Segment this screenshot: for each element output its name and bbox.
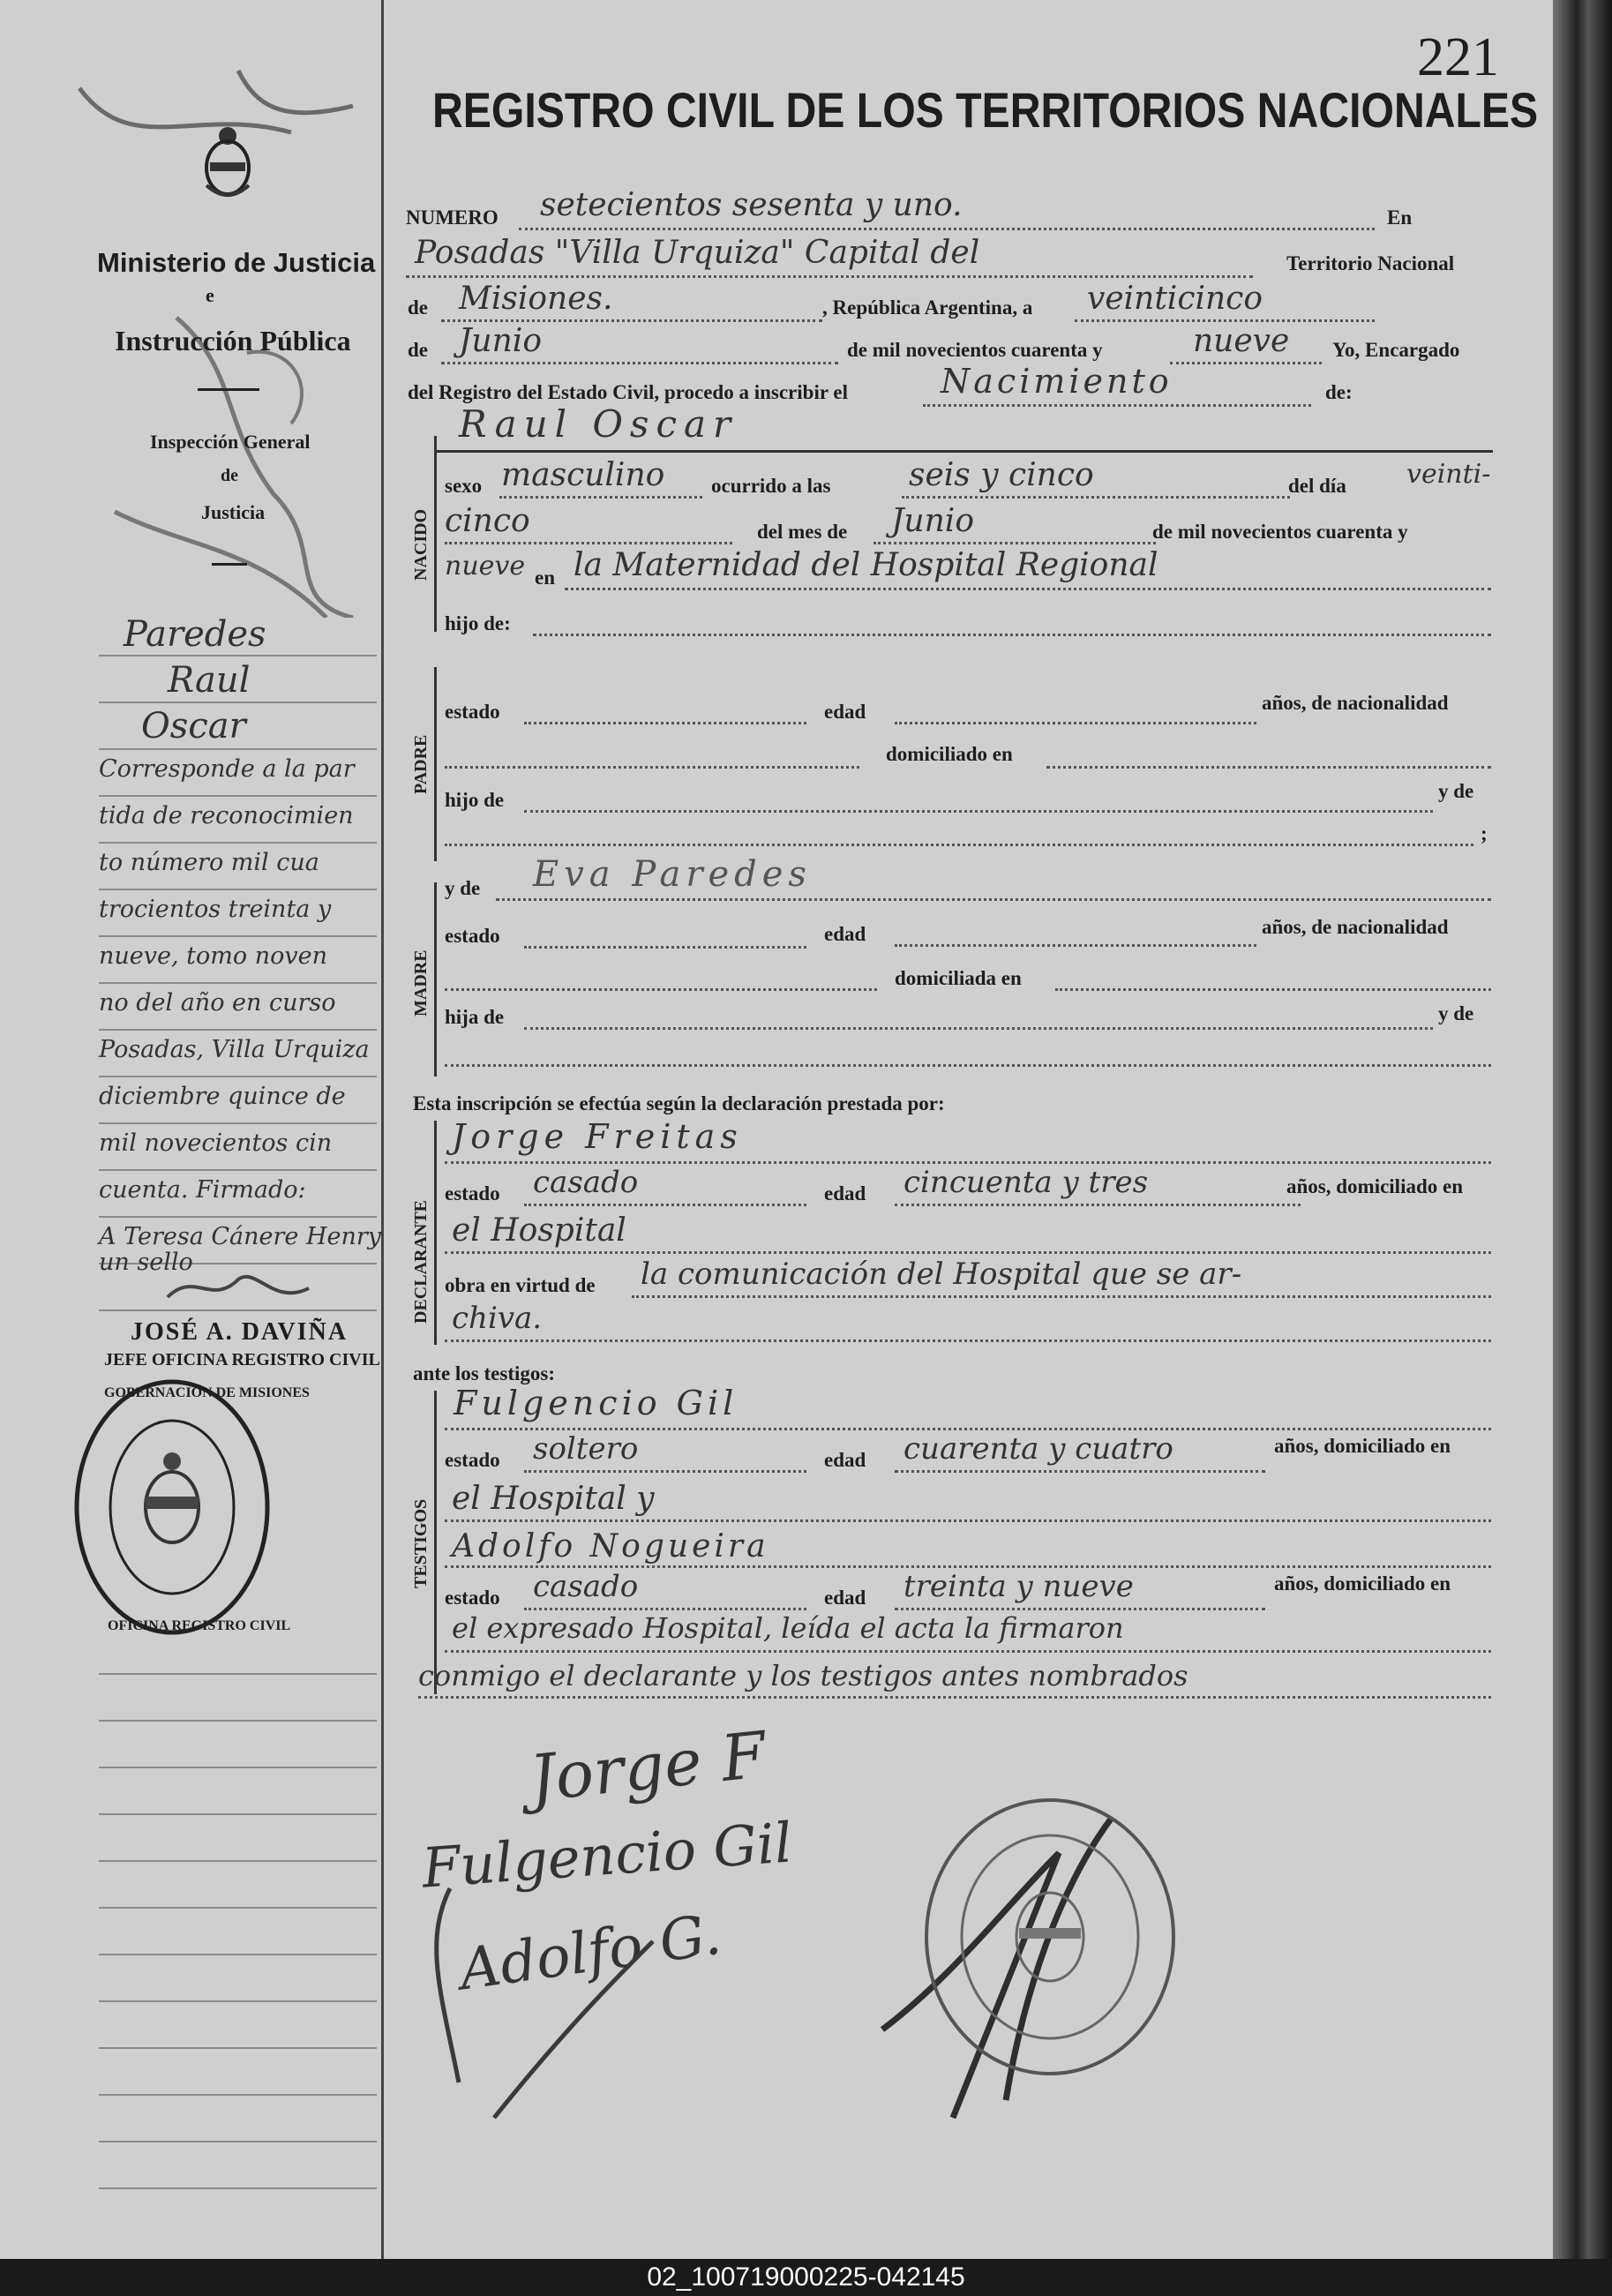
margin-note-line: Raul — [168, 660, 251, 701]
nacido-mes-value: Junio — [891, 503, 974, 539]
republica-label: , República Argentina, a — [822, 296, 1033, 319]
section-padre: PADRE — [411, 734, 431, 794]
de2-label: de — [408, 339, 428, 361]
en-label: En — [1387, 206, 1413, 229]
signatory-name: JOSÉ A. DAVIÑA — [131, 1318, 349, 1346]
padre-domiciliado-label: domiciliado en — [886, 743, 1013, 765]
margin-note-line: A Teresa Cánere Henry — [99, 1223, 382, 1250]
testigo2-nombre: Adolfo Nogueira — [452, 1528, 769, 1564]
hora-value: seis y cinco — [909, 457, 1094, 493]
obra-value2: chiva. — [452, 1301, 543, 1336]
testigos-label: ante los testigos: — [413, 1362, 555, 1384]
stamp-outer-text: GOBERNACIÓN DE MISIONES — [104, 1385, 310, 1400]
testigo2-domicilio-label: años, domiciliado en — [1274, 1572, 1451, 1594]
madre-hija-de-label: hija de — [445, 1006, 505, 1028]
margin-note-line: Oscar — [141, 706, 246, 747]
nacido-dia-value: veinti- — [1406, 459, 1491, 490]
signature-testigo2: Adolfo G. — [455, 1902, 725, 2004]
divider — [198, 388, 259, 391]
page-title: REGISTRO CIVIL DE LOS TERRITORIOS NACIONALES — [432, 82, 1539, 138]
del-dia-label: del día — [1288, 475, 1346, 497]
page-number: 221 — [1417, 27, 1499, 87]
madre-y-de-label: y de — [445, 877, 481, 899]
signature-declarante: Jorge F — [526, 1717, 769, 1816]
margin-signature-icon — [159, 1262, 318, 1315]
obra-label: obra en virtud de — [445, 1274, 596, 1296]
territorio-label: Territorio Nacional — [1286, 252, 1455, 274]
padre-edad-label: edad — [824, 701, 866, 723]
place-value: Posadas "Villa Urquiza" Capital del — [415, 235, 980, 271]
section-declarante: DECLARANTE — [411, 1199, 431, 1324]
nacido-en-label: en — [535, 566, 555, 589]
de3-label: de: — [1325, 381, 1353, 403]
dept-line3: Justicia — [201, 501, 266, 523]
nacido-anio-label: de mil novecientos cuarenta y — [1152, 521, 1408, 543]
margin-column — [0, 0, 384, 2259]
padre-estado-label: estado — [445, 701, 500, 723]
territorio-value: Misiones. — [459, 281, 613, 317]
testigo1-domicilio-label: años, domiciliado en — [1274, 1435, 1451, 1457]
margin-note-line: un sello — [99, 1249, 193, 1276]
registry-stamp-icon — [71, 1375, 274, 1639]
margin-note-line: trocientos treinta y — [99, 896, 332, 923]
acto-value: Nacimiento — [941, 362, 1173, 401]
margin-note-line: to número mil cua — [99, 849, 319, 876]
dept-line1: Inspección General — [150, 431, 311, 453]
nacido-anio-value: nueve — [445, 551, 526, 582]
testigo1-estado-value: soltero — [533, 1431, 639, 1467]
ocurrido-label: ocurrido a las — [711, 475, 831, 497]
margin-note-line: diciembre quince de — [99, 1083, 346, 1110]
testigo1-edad-value: cuarenta y cuatro — [903, 1431, 1173, 1467]
declarante-nombre-value: Jorge Freitas — [452, 1117, 743, 1156]
testigo2-domicilio-value: el expresado Hospital, leída el acta la firmaron — [452, 1611, 1124, 1645]
lugar-value: la Maternidad del Hospital Regional — [574, 547, 1158, 583]
padre-anios-label: años, de nacionalidad — [1262, 692, 1449, 714]
divider — [212, 563, 247, 566]
anio-value: nueve — [1193, 323, 1290, 359]
mes-value: Junio — [459, 323, 542, 359]
declarante-estado-value: casado — [533, 1165, 639, 1200]
nacido-dia-value2: cinco — [445, 503, 530, 539]
testigo1-edad-label: edad — [824, 1449, 866, 1471]
testigo1-domicilio-value: el Hospital y — [452, 1481, 655, 1517]
padre-y-de-label: y de — [1438, 780, 1474, 802]
signatory-title: JEFE OFICINA REGISTRO CIVIL — [104, 1350, 380, 1369]
madre-anios-label: años, de nacionalidad — [1262, 916, 1449, 938]
margin-note-line: cuenta. Firmado: — [99, 1176, 306, 1204]
hijo-label: hijo de: — [445, 612, 511, 634]
margin-note-line: nueve, tomo noven — [99, 942, 327, 970]
section-nacido: NACIDO — [411, 508, 431, 581]
testigo2-estado-label: estado — [445, 1587, 500, 1609]
stamp-inner-text: OFICINA REGISTRO CIVIL — [108, 1618, 291, 1633]
padre-semicolon: ; — [1481, 822, 1488, 844]
declarante-domicilio-value: el Hospital — [452, 1212, 626, 1249]
section-testigos: TESTIGOS — [411, 1498, 431, 1588]
madre-domiciliada-label: domiciliada en — [895, 967, 1022, 989]
madre-nombre-value: Eva Paredes — [533, 854, 812, 895]
declarante-edad-value: cincuenta y tres — [903, 1165, 1149, 1200]
numero-value: setecientos sesenta y uno. — [540, 187, 963, 223]
margin-note-line: Posadas, Villa Urquiza — [99, 1036, 370, 1063]
declarante-domicilio-label: años, domiciliado en — [1286, 1175, 1464, 1197]
registro-label: del Registro del Estado Civil, procedo a inscribir el — [408, 381, 848, 403]
madre-estado-label: estado — [445, 925, 500, 947]
de-label: de — [408, 296, 428, 319]
margin-note-line: Corresponde a la par — [99, 755, 355, 783]
declarante-edad-label: edad — [824, 1182, 866, 1204]
margin-note-line: tida de reconocimien — [99, 802, 354, 829]
testigo2-edad-label: edad — [824, 1587, 866, 1609]
nombre-value: Raul Oscar — [459, 402, 739, 446]
footer-id: 02_100719000225-042145 — [0, 2259, 1612, 2296]
testigo1-estado-label: estado — [445, 1449, 500, 1471]
dept-line2: de — [221, 466, 238, 485]
del-mes-label: del mes de — [757, 521, 848, 543]
madre-edad-label: edad — [824, 923, 866, 945]
obra-value: la comunicación del Hospital que se ar- — [641, 1257, 1242, 1292]
numero-label: NUMERO — [406, 206, 499, 229]
ministry-line2: e — [206, 284, 214, 306]
declarante-estado-label: estado — [445, 1182, 500, 1204]
nombre-line — [434, 450, 1493, 453]
signature-testigo1: Fulgencio Gil — [419, 1810, 794, 1901]
declaracion-label: Esta inscripción se efectúa según la declaración prestada por: — [413, 1092, 945, 1114]
margin-note-line: mil novecientos cin — [99, 1129, 333, 1157]
yo-label: Yo, Encargado — [1332, 339, 1460, 361]
testigo2-estado-value: casado — [533, 1569, 639, 1604]
section-madre: MADRE — [411, 949, 431, 1017]
margin-note-line: Paredes — [124, 614, 266, 655]
book-edge — [1553, 0, 1612, 2259]
dia-value: veinticinco — [1087, 281, 1263, 317]
testigo1-nombre: Fulgencio Gil — [454, 1384, 739, 1422]
official-seal-icon — [918, 1791, 1182, 2082]
ministry-line1: Ministerio de Justicia — [97, 247, 376, 278]
anio-label: de mil novecientos cuarenta y — [847, 339, 1103, 361]
margin-note-line: no del año en curso — [99, 989, 336, 1017]
testigo2-domicilio-value2: conmigo el declarante y los testigos antes nombrados — [418, 1659, 1188, 1692]
sexo-value: masculino — [501, 457, 665, 493]
madre-y-de2-label: y de — [1438, 1002, 1474, 1024]
padre-hijo-de-label: hijo de — [445, 789, 505, 811]
ministry-line3: Instrucción Pública — [115, 325, 351, 356]
testigo2-edad-value: treinta y nueve — [903, 1569, 1134, 1604]
sexo-label: sexo — [445, 475, 483, 497]
